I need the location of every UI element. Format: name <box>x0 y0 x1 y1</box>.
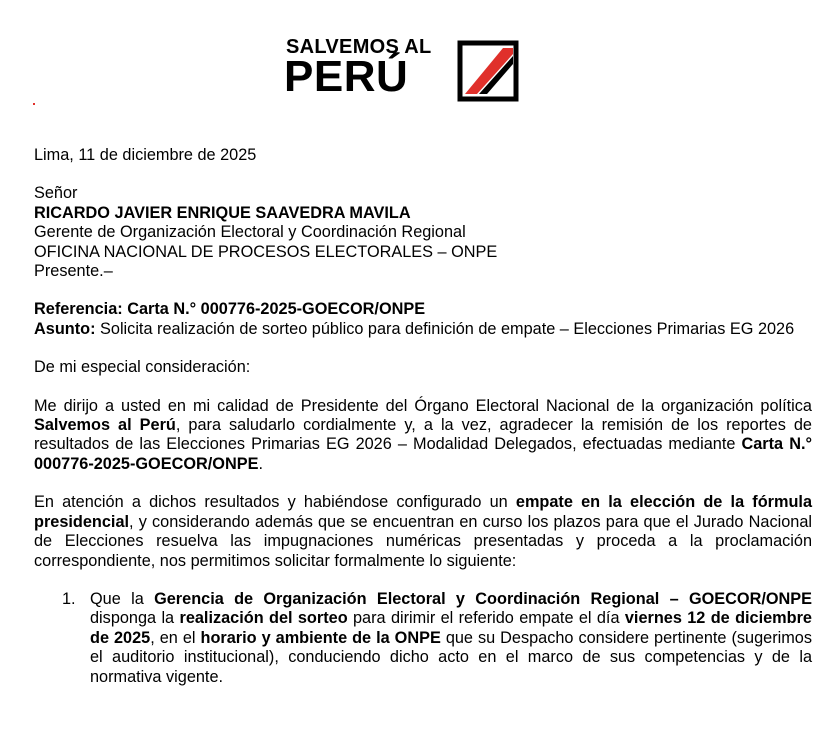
subject-label: Asunto: <box>34 319 96 338</box>
p1-text-a: Me dirijo a usted en mi calidad de Presidente del Órgano Electoral Nacional de la organización política <box>34 396 812 415</box>
subject-text: Solicita realización de sorteo público para definición de empate – Elecciones Primarias EG 2026 <box>95 319 795 338</box>
i1-e: para dirimir el referido empate el día <box>347 609 625 628</box>
recipient-title: Gerente de Organización Electoral y Coordinación Regional <box>34 223 466 242</box>
paragraph-1 <box>34 397 812 475</box>
p2-text-a: En atención a dichos resultados y habiéndose configurado un <box>34 493 516 512</box>
i1-d: realización del sorteo <box>179 609 348 628</box>
i1-c: disponga la <box>90 609 180 628</box>
p2-text-c: , y considerando además que se encuentran en curso los plazos para que el Jurado Nacional de Elecciones resuelva las impugnaciones numéricas presentadas y proceda a la proclamación correspondiente, nos permitimos solicitar formalmente lo siguiente: <box>34 512 812 570</box>
recipient-name: RICARDO JAVIER ENRIQUE SAAVEDRA MAVILA <box>34 203 411 222</box>
greeting: De mi especial consideración: <box>34 358 251 377</box>
presente: Presente.– <box>34 262 113 281</box>
reference: Referencia: Carta N.° 000776-2025-GOECOR/ONPE <box>34 300 426 319</box>
p1-carta-ref: Carta N.° 000776-2025-GOECOR/ONPE <box>34 435 812 473</box>
salutation: Señor <box>34 184 78 203</box>
list-item-number: 1. <box>62 589 76 608</box>
i1-a: Que la <box>90 589 155 608</box>
party-logo <box>284 36 524 102</box>
i1-g: , en el <box>150 628 201 647</box>
p1-text-e: . <box>258 454 263 473</box>
letter-body <box>34 146 812 687</box>
p1-text-c: , para saludarlo cordialmente y, a la vez, agradecer la remisión de los reportes de resultados de las Elecciones Primarias EG 2026 – Modalidad Delegados, efectuadas mediante <box>34 416 812 454</box>
request-list <box>34 590 812 687</box>
subject <box>34 320 812 339</box>
i1-b: Gerencia de Organización Electoral y Coordinación Regional – GOECOR/ONPE <box>154 589 812 608</box>
p2-empate: empate en la elección de la fórmula presidencial <box>34 493 813 531</box>
logo-line2: PERÚ <box>284 52 409 101</box>
p1-party-name: Salvemos al Perú <box>34 416 176 435</box>
logo-flag-mark-icon <box>457 40 519 102</box>
decorative-dot <box>33 103 35 105</box>
i1-f: viernes 12 de diciembre de 2025 <box>90 609 812 647</box>
list-item <box>34 590 812 687</box>
logo-line1: SALVEMOS AL <box>286 36 432 58</box>
letter-date: Lima, 11 de diciembre de 2025 <box>34 146 257 164</box>
paragraph-2 <box>34 493 812 571</box>
i1-h: horario y ambiente de la ONPE <box>200 628 441 647</box>
i1-i: que su Despacho considere pertinente (sugerimos el auditorio institucional), conduciendo dicho acto en el marco de sus competencias y de la normativa vigente. <box>90 628 812 686</box>
recipient-office: OFICINA NACIONAL DE PROCESOS ELECTORALES – ONPE <box>34 242 498 261</box>
